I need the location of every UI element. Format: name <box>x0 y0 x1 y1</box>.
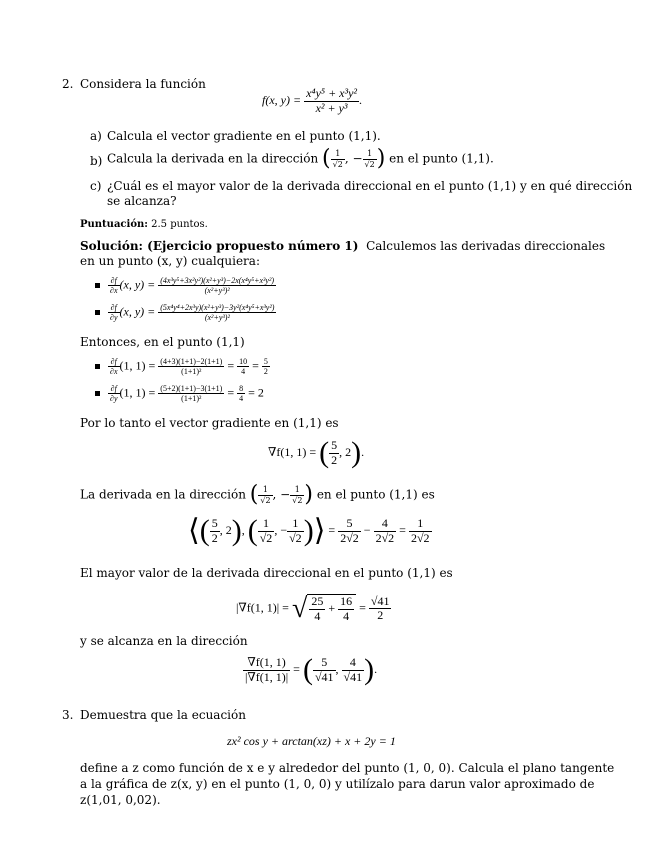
direction-text: La derivada en la dirección ( $\frac{1}{√2}$ , − $\frac{1}{√2}$ ) en el punto (1,1) es <box>80 482 435 507</box>
problem-3-intro: Demuestra que la ecuación <box>80 708 246 722</box>
max-text: El mayor valor de la derivada direccional en el punto (1,1) es <box>80 566 453 580</box>
item-b-label: b) <box>90 154 103 168</box>
reach-text: y se alcanza en la dirección <box>80 634 248 648</box>
function-definition: f(x, y) = $\frac{\text{x⁴y⁵ + x³y²}}{\text{x² + y³}}$ . <box>262 86 363 115</box>
problem-2-number: 2. <box>62 77 74 91</box>
item-c-label: c) <box>90 179 102 193</box>
gradient-equation: ∇f(1, 1) = ( $\frac{5}{2}$ , 2). <box>268 436 365 469</box>
item-a-text: Calcula el vector gradiente en el punto (1,1). <box>107 129 381 143</box>
problem-3-number: 3. <box>62 708 74 722</box>
gradient-text: Por lo tanto el vector gradiente en (1,1) es <box>80 416 339 430</box>
partial-y-at-point: $\frac{\partial f}{\partial y}$ (1, 1) = $\frac{(5+2)(1+1)-3(1+1)}{\text{(1+1)²}}$ = $\frac{8}{4}$ = 2 <box>95 384 264 403</box>
unit-direction-equation: $\frac{\nabla f(1, 1)}{|\nabla f(1, 1)|}$ = ( $\frac{5}{√41}$ , $\frac{4}{√41}$ ). <box>245 653 378 686</box>
solution-line2: en un punto (x, y) cualquiera: <box>80 254 260 268</box>
item-c-line2: se alcanza? <box>107 194 177 208</box>
item-c-line1: ¿Cuál es el mayor valor de la derivada direccional en el punto (1,1) y en qué dirección <box>107 179 633 193</box>
directional-derivative-equation: ⟨( $\frac{5}{2}$ , 2), ( $\frac{1}{√2}$ , − $\frac{1}{√2}$ )⟩ = $\frac{5}{2√2}$ − $\frac{4}{2√2}$ = $\frac{1}{2√2}$ <box>188 514 430 547</box>
solution-line1: Solución: (Ejercicio propuesto número 1) Calculemos las derivadas direccionales <box>80 239 606 253</box>
partial-x-general: $\frac{\partial f}{\partial x}$ (x, y) = $\frac{\text{(4x³y⁵+3x²y²)(x²+y³)−2x(x⁴y⁵+x³y²)}}{\text{(x²+y³)²}}$ <box>95 276 276 295</box>
problem-3-line3: z(1,01, 0,02). <box>80 793 161 807</box>
then-text: Entonces, en el punto (1,1) <box>80 335 245 349</box>
item-b-text: Calcula la derivada en la dirección ( $\frac{1}{√2}$ , − $\frac{1}{√2}$ ) en el punto (1,1). <box>107 146 494 171</box>
problem-3-line2: a la gráfica de z(x, y) en el punto (1, 0, 0) y utilízalo para darun valor aproximado de <box>80 777 595 791</box>
partial-y-general: $\frac{\partial f}{\partial y}$ (x, y) = $\frac{\text{(5x⁴y⁴+2x³y)(x²+y³)−3y²(x⁴y⁵+x³y²)}}{\text{(x²+y³)²}}$ <box>95 303 276 322</box>
score: Puntuación: 2.5 puntos. <box>80 219 208 230</box>
problem-3-line1: define a z como función de x e y alrededor del punto (1, 0, 0). Calcula el plano tangente <box>80 761 615 775</box>
item-a-label: a) <box>90 129 102 143</box>
problem-2-intro: Considera la función <box>80 77 206 91</box>
max-equation: |∇f(1, 1)| = √ $\frac{25}{4}$ + $\frac{16}{4}$ = $\frac{√41}{2}$ <box>236 593 390 624</box>
partial-x-at-point: $\frac{\partial f}{\partial x}$ (1, 1) = $\frac{(4+3)(1+1)-2(1+1)}{\text{(1+1)²}}$ = $\frac{10}{4}$ = $\frac{5}{2}$ <box>95 357 270 376</box>
problem-3-equation: zx² cos y + arctan(xz) + x + 2y = 1 <box>227 734 396 748</box>
